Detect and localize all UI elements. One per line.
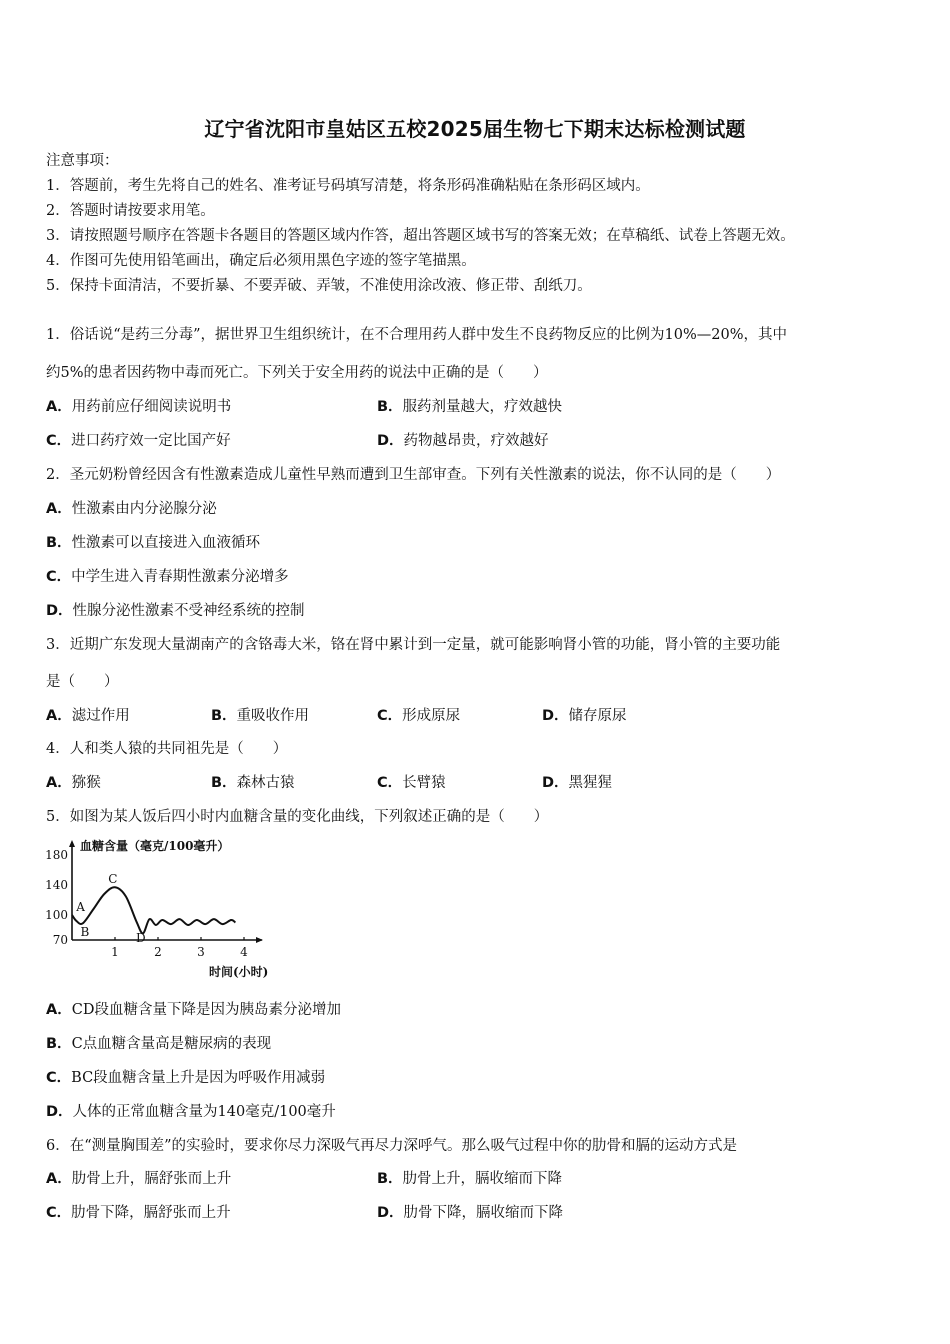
option-a[interactable]	[46, 397, 231, 417]
option-letter: D．	[542, 708, 569, 724]
x-tick-label: 4	[240, 945, 248, 959]
option-text: 服药剂量越大，疗效越快	[402, 399, 563, 415]
glucose-curve	[72, 887, 235, 933]
option-text: 性激素由内分泌腺分泌	[71, 501, 217, 517]
option-c[interactable]	[46, 1068, 325, 1088]
option-letter: C．	[46, 433, 72, 449]
option-text: CD段血糖含量下降是因为胰岛素分泌增加	[71, 1002, 341, 1018]
option-letter: A．	[46, 1171, 72, 1187]
option-letter: A．	[46, 775, 72, 791]
option-text: 性腺分泌性激素不受神经系统的控制	[72, 603, 305, 619]
option-letter: B．	[377, 1171, 403, 1187]
notice-item: 1．答题前，考生先将自己的姓名、准考证号码填写清楚，将条形码准确粘贴在条形码区域内。	[46, 178, 650, 194]
x-tick-label: 1	[111, 945, 119, 959]
option-c[interactable]	[377, 773, 446, 793]
notice-heading: 注意事项：	[46, 153, 119, 169]
option-text: 形成原尿	[402, 708, 461, 724]
option-d[interactable]	[377, 431, 549, 451]
point-label-d: D	[135, 931, 146, 945]
x-axis-label: 时间(小时)	[209, 965, 269, 979]
option-letter: C．	[46, 1205, 72, 1221]
option-c[interactable]	[46, 1203, 231, 1223]
option-letter: C．	[46, 1070, 72, 1086]
option-letter: D．	[377, 433, 404, 449]
option-a[interactable]	[46, 773, 101, 793]
y-axis-label: 血糖含量（毫克/100毫升）	[80, 839, 230, 853]
point-label-a: A	[76, 900, 85, 914]
option-letter: A．	[46, 501, 72, 517]
option-text: 肋骨上升，膈舒张而上升	[71, 1171, 232, 1187]
blood-glucose-chart	[44, 832, 284, 982]
y-tick-label: 140	[45, 878, 68, 892]
question-stem: 4．人和类人猿的共同祖先是（ ）	[46, 741, 288, 757]
option-text: 重吸收作用	[236, 708, 310, 724]
option-text: 药物越昂贵，疗效越好	[403, 433, 549, 449]
option-letter: C．	[46, 569, 72, 585]
notice-item: 4．作图可先使用铅笔画出，确定后必须用黑色字迹的签字笔描黑。	[46, 253, 476, 269]
option-text: 肋骨上升，膈收缩而下降	[402, 1171, 563, 1187]
x-axis-arrow	[256, 937, 263, 943]
option-a[interactable]	[46, 1000, 341, 1020]
question-stem: 6．在“测量胸围差”的实验时，要求你尽力深吸气再尽力深呼气。那么吸气过程中你的肋骨和膈的运动方式是	[46, 1138, 738, 1154]
option-b[interactable]	[46, 533, 260, 553]
y-tick-label: 100	[45, 908, 68, 922]
option-c[interactable]	[46, 567, 289, 587]
option-d[interactable]	[542, 773, 612, 793]
option-letter: B．	[46, 1036, 72, 1052]
option-b[interactable]	[377, 397, 562, 417]
notice-item: 2．答题时请按要求用笔。	[46, 203, 215, 219]
option-text: 储存原尿	[568, 708, 627, 724]
option-text: 用药前应仔细阅读说明书	[71, 399, 232, 415]
question-stem: 3．近期广东发现大量湖南产的含铬毒大米，铬在肾中累计到一定量，就可能影响肾小管的功能，肾小管的主要功能	[46, 637, 781, 653]
option-letter: A．	[46, 399, 72, 415]
notice-item: 3．请按照题号顺序在答题卡各题目的答题区域内作答，超出答题区域书写的答案无效；在草稿纸、试卷上答题无效。	[46, 228, 795, 244]
option-c[interactable]	[46, 431, 231, 451]
page-title: 辽宁省沈阳市皇姑区五校2025届生物七下期末达标检测试题	[204, 117, 746, 141]
option-text: 滤过作用	[71, 708, 130, 724]
option-text: 肋骨下降，膈收缩而下降	[403, 1205, 564, 1221]
option-text: 中学生进入青春期性激素分泌增多	[71, 569, 289, 585]
option-c[interactable]	[377, 706, 460, 726]
option-text: 性激素可以直接进入血液循环	[71, 535, 261, 551]
question-stem: 5．如图为某人饭后四小时内血糖含量的变化曲线，下列叙述正确的是（ ）	[46, 809, 549, 825]
option-letter: B．	[46, 535, 72, 551]
option-text: 猕猴	[71, 775, 101, 791]
point-label-b: B	[80, 925, 90, 939]
option-letter: D．	[46, 1104, 73, 1120]
option-text: 肋骨下降，膈舒张而上升	[71, 1205, 231, 1221]
option-b[interactable]	[211, 773, 295, 793]
option-letter: B．	[211, 708, 237, 724]
option-text: BC段血糖含量上升是因为呼吸作用减弱	[71, 1070, 326, 1086]
option-letter: D．	[377, 1205, 404, 1221]
option-d[interactable]	[377, 1203, 563, 1223]
option-b[interactable]	[377, 1169, 562, 1189]
option-letter: D．	[46, 603, 73, 619]
option-text: C点血糖含量高是糖尿病的表现	[71, 1036, 272, 1052]
option-letter: A．	[46, 708, 72, 724]
option-a[interactable]	[46, 706, 130, 726]
x-tick-label: 3	[197, 945, 205, 959]
option-letter: C．	[377, 708, 403, 724]
option-text: 黑猩猩	[568, 775, 613, 791]
option-b[interactable]	[46, 1034, 271, 1054]
notice-item: 5．保持卡面清洁，不要折暴、不要弄破、弄皱，不准使用涂改液、修正带、刮纸刀。	[46, 278, 592, 294]
point-label-c: C	[108, 872, 118, 886]
option-text: 人体的正常血糖含量为140毫克/100毫升	[72, 1104, 336, 1120]
option-b[interactable]	[211, 706, 309, 726]
option-letter: C．	[377, 775, 403, 791]
option-d[interactable]	[46, 601, 305, 621]
option-text: 长臂猿	[402, 775, 446, 791]
question-stem: 是（ ）	[46, 674, 119, 690]
question-stem: 约5%的患者因药物中毒而死亡。下列关于安全用药的说法中正确的是（ ）	[46, 365, 548, 381]
option-a[interactable]	[46, 499, 217, 519]
y-axis-arrow	[69, 840, 75, 847]
option-d[interactable]	[542, 706, 627, 726]
option-letter: A．	[46, 1002, 72, 1018]
option-text: 森林古猿	[236, 775, 295, 791]
option-d[interactable]	[46, 1102, 336, 1122]
y-tick-label: 180	[45, 848, 68, 862]
option-letter: D．	[542, 775, 569, 791]
x-tick-label: 2	[154, 945, 162, 959]
option-letter: B．	[377, 399, 403, 415]
option-a[interactable]	[46, 1169, 231, 1189]
option-text: 进口药疗效一定比国产好	[71, 433, 231, 449]
y-tick-label: 70	[52, 933, 68, 947]
question-stem: 1．俗话说“是药三分毒”，据世界卫生组织统计，在不合理用药人群中发生不良药物反应的比例为10%—20%，其中	[46, 327, 788, 343]
question-stem: 2．圣元奶粉曾经因含有性激素造成儿童性早熟而遭到卫生部审查。下列有关性激素的说法，你不认同的是（ ）	[46, 467, 781, 483]
option-letter: B．	[211, 775, 237, 791]
